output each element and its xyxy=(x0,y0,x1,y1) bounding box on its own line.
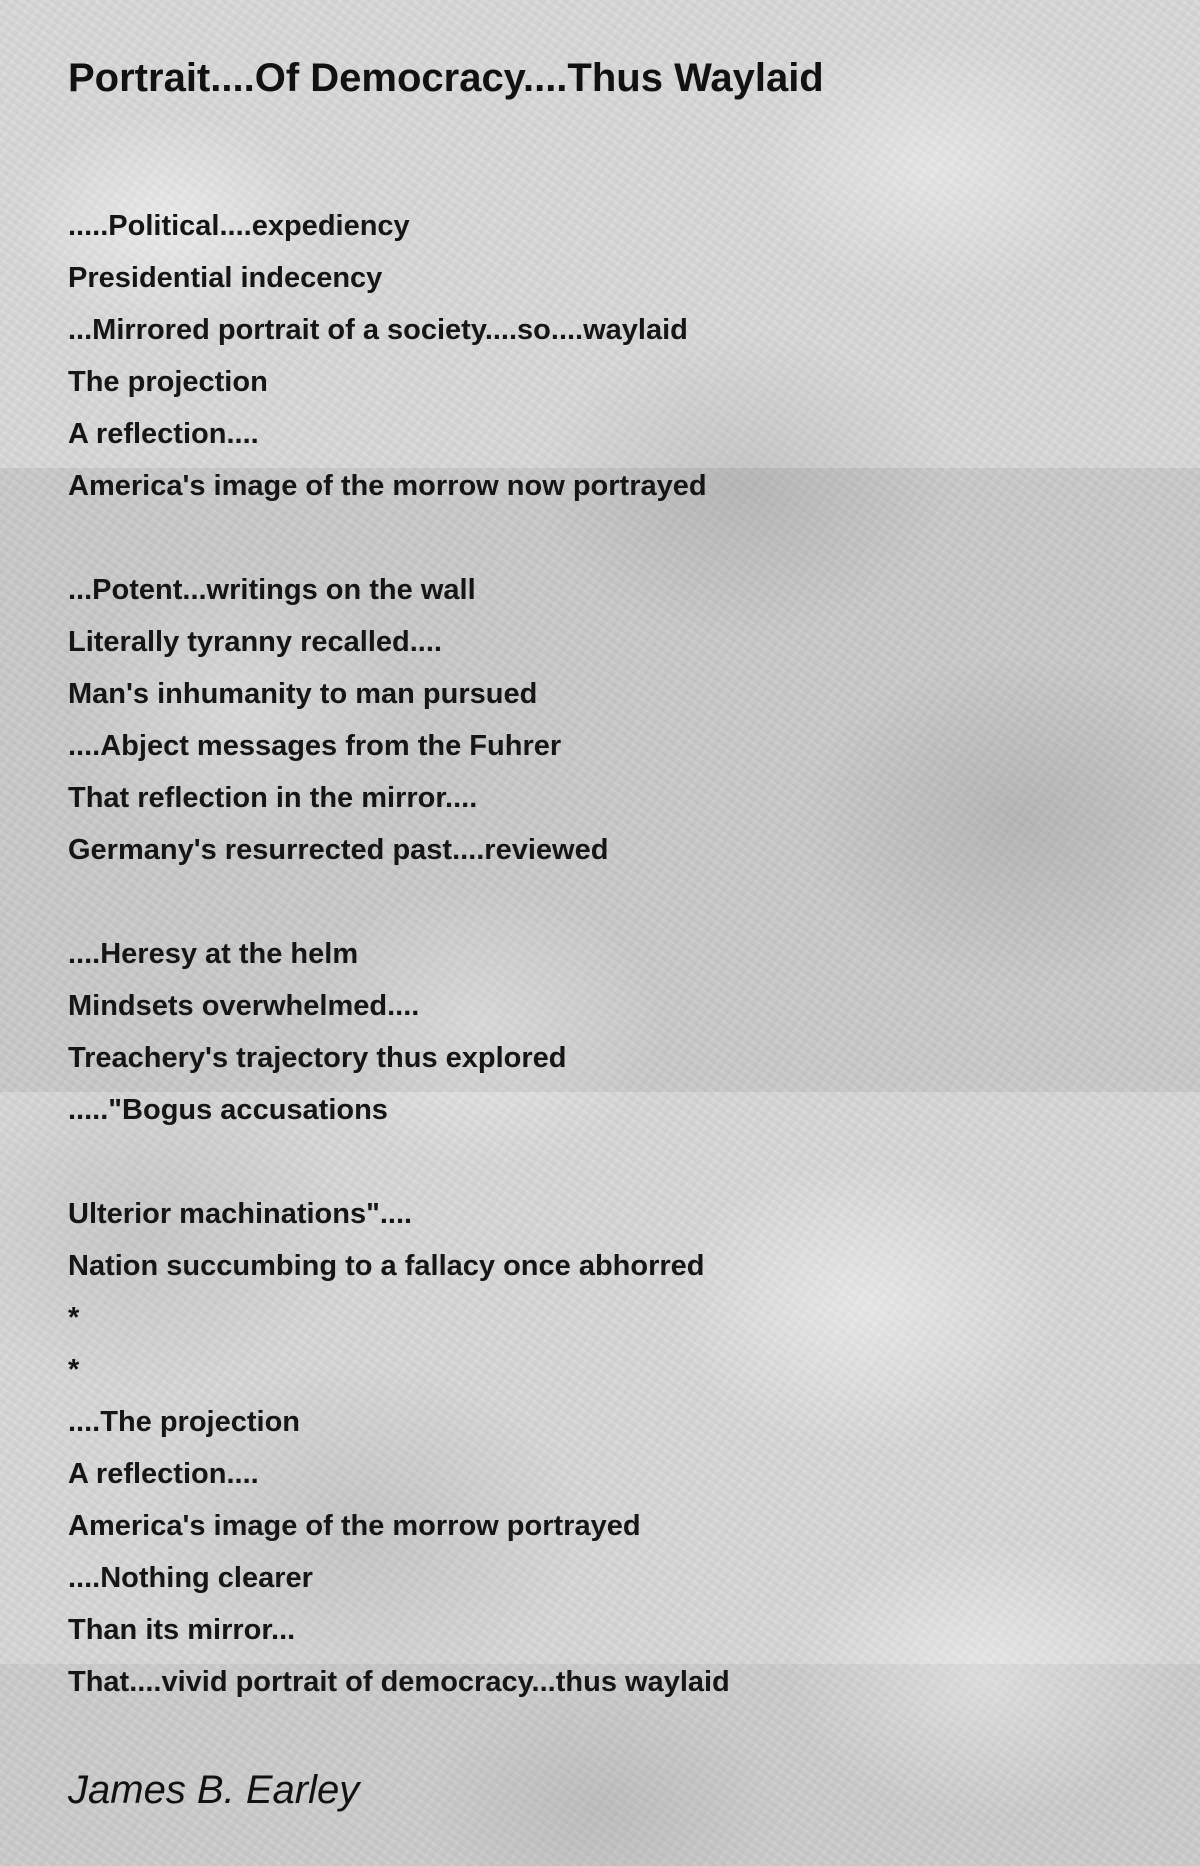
poem-line: America's image of the morrow portrayed xyxy=(68,1510,641,1542)
poem-line: ....Abject messages from the Fuhrer xyxy=(68,730,562,762)
stanza-break xyxy=(68,1136,1128,1188)
poem-line: * xyxy=(68,1354,80,1386)
poem-line: Mindsets overwhelmed.... xyxy=(68,990,420,1022)
stanza-break xyxy=(68,876,1128,928)
poem-body xyxy=(68,200,1128,1708)
poem-line: That....vivid portrait of democracy...thus waylaid xyxy=(68,1666,730,1698)
poem-stanza xyxy=(68,564,1128,876)
poem-line: A reflection.... xyxy=(68,1458,259,1490)
poem-line: Man's inhumanity to man pursued xyxy=(68,678,538,710)
poem-line: ...Mirrored portrait of a society....so....waylaid xyxy=(68,314,688,346)
poem-line: ....Heresy at the helm xyxy=(68,938,359,970)
poem-stanza xyxy=(68,928,1128,1136)
poem-line: The projection xyxy=(68,366,268,398)
stanza-break xyxy=(68,512,1128,564)
poem-line: * xyxy=(68,1302,80,1334)
poem-line: ....Nothing clearer xyxy=(68,1562,313,1594)
poem-line: Than its mirror... xyxy=(68,1614,296,1646)
poem-line: That reflection in the mirror.... xyxy=(68,782,478,814)
poem-line: Presidential indecency xyxy=(68,262,383,294)
poem-line: ....."Bogus accusations xyxy=(68,1094,388,1126)
poem-line: America's image of the morrow now portrayed xyxy=(68,470,707,502)
poem-line: Nation succumbing to a fallacy once abhorred xyxy=(68,1250,705,1282)
poem-author: James B. Earley xyxy=(68,1768,360,1812)
poem-line: .....Political....expediency xyxy=(68,210,410,242)
poem-line: ...Potent...writings on the wall xyxy=(68,574,476,606)
poem-stanza xyxy=(68,200,1128,512)
poem-title: Portrait....Of Democracy....Thus Waylaid xyxy=(68,56,824,100)
poem-line: Germany's resurrected past....reviewed xyxy=(68,834,609,866)
poem-line: ....The projection xyxy=(68,1406,301,1438)
poem-line: A reflection.... xyxy=(68,418,259,450)
poem-line: Ulterior machinations".... xyxy=(68,1198,413,1230)
poem-card xyxy=(68,50,1128,1708)
poem-line: Treachery's trajectory thus explored xyxy=(68,1042,567,1074)
poem-stanza xyxy=(68,1188,1128,1708)
poem-line: Literally tyranny recalled.... xyxy=(68,626,442,658)
